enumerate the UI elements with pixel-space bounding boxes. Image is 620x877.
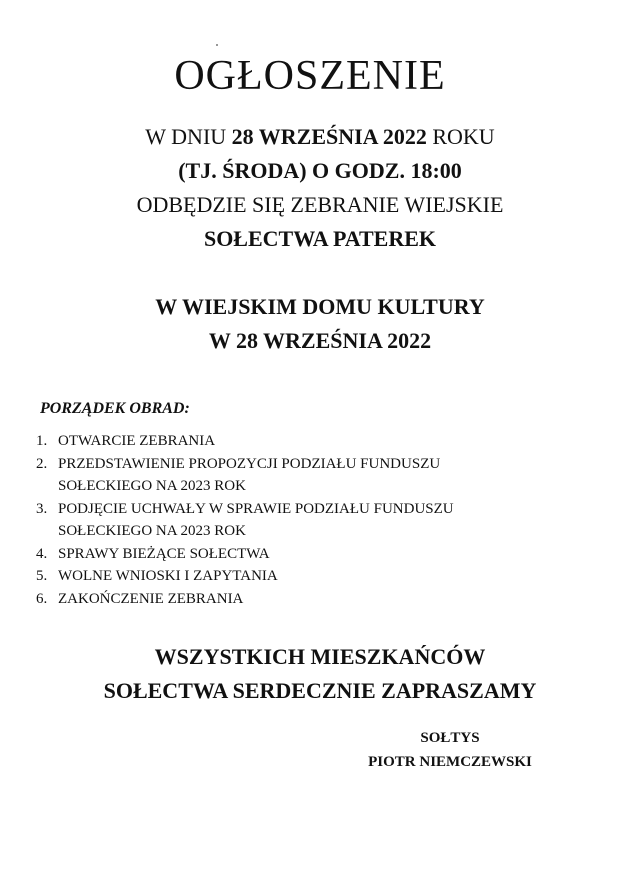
agenda-item-text: WOLNE WNIOSKI I ZAPYTANIA	[58, 568, 278, 584]
agenda-item	[36, 453, 556, 498]
agenda-item-number: 6.	[36, 590, 48, 607]
date-suffix: ROKU	[426, 124, 495, 149]
date-prefix: W DNIU	[145, 124, 232, 149]
meeting-announcement	[0, 120, 620, 256]
agenda-item-number: 5.	[36, 568, 48, 584]
scan-speck	[216, 44, 218, 46]
meeting-venue	[0, 290, 620, 358]
agenda-heading: PORZĄDEK OBRAD:	[40, 400, 190, 417]
village-name: SOŁECTWA PATEREK	[203, 226, 437, 251]
signature-role: SOŁTYS	[420, 730, 480, 746]
document-title: OGŁOSZENIE	[174, 53, 446, 99]
agenda-item-text: ZAKOŃCZENIE ZEBRANIA	[58, 590, 244, 607]
venue-line-2: W 28 WRZEŚNIA 2022	[208, 328, 432, 353]
agenda-item	[36, 430, 556, 453]
meeting-date-line	[0, 120, 620, 154]
signature-name: PIOTR NIEMCZEWSKI	[368, 754, 532, 770]
agenda-item-text: PODJĘCIE UCHWAŁY W SPRAWIE PODZIAŁU FUNDUSZU	[58, 500, 454, 517]
meeting-time: (TJ. ŚRODA) O GODZ. 18:00	[178, 158, 462, 183]
meeting-date: 28 WRZEŚNIA 2022	[231, 124, 427, 149]
signature-block	[300, 726, 600, 774]
agenda-item-text: PRZEDSTAWIENIE PROPOZYCJI PODZIAŁU FUNDUSZU	[58, 455, 441, 472]
agenda-item-text: SPRAWY BIEŻĄCE SOŁECTWA	[58, 545, 270, 562]
agenda-item-number: 4.	[36, 545, 48, 562]
agenda-item-text: OTWARCIE ZEBRANIA	[58, 433, 216, 449]
agenda-item	[36, 588, 556, 611]
meeting-description: ODBĘDZIE SIĘ ZEBRANIE WIEJSKIE	[136, 192, 504, 217]
agenda-item	[36, 498, 556, 543]
agenda-item-text-continued: SOŁECKIEGO NA 2023 ROK	[58, 478, 246, 494]
invitation-line-1: WSZYSTKICH MIESZKAŃCÓW	[154, 644, 486, 669]
agenda-item-text-continued: SOŁECKIEGO NA 2023 ROK	[58, 523, 246, 539]
invitation-line-2: SOŁECTWA SERDECZNIE ZAPRASZAMY	[103, 678, 537, 703]
venue-line-1: W WIEJSKIM DOMU KULTURY	[155, 294, 485, 319]
agenda-item	[36, 565, 556, 588]
agenda-item-number: 3.	[36, 500, 48, 517]
agenda-item-number: 2.	[36, 455, 48, 472]
agenda-item-number: 1.	[36, 433, 48, 449]
agenda-list	[36, 430, 556, 610]
agenda-item	[36, 543, 556, 566]
invitation	[0, 640, 620, 708]
